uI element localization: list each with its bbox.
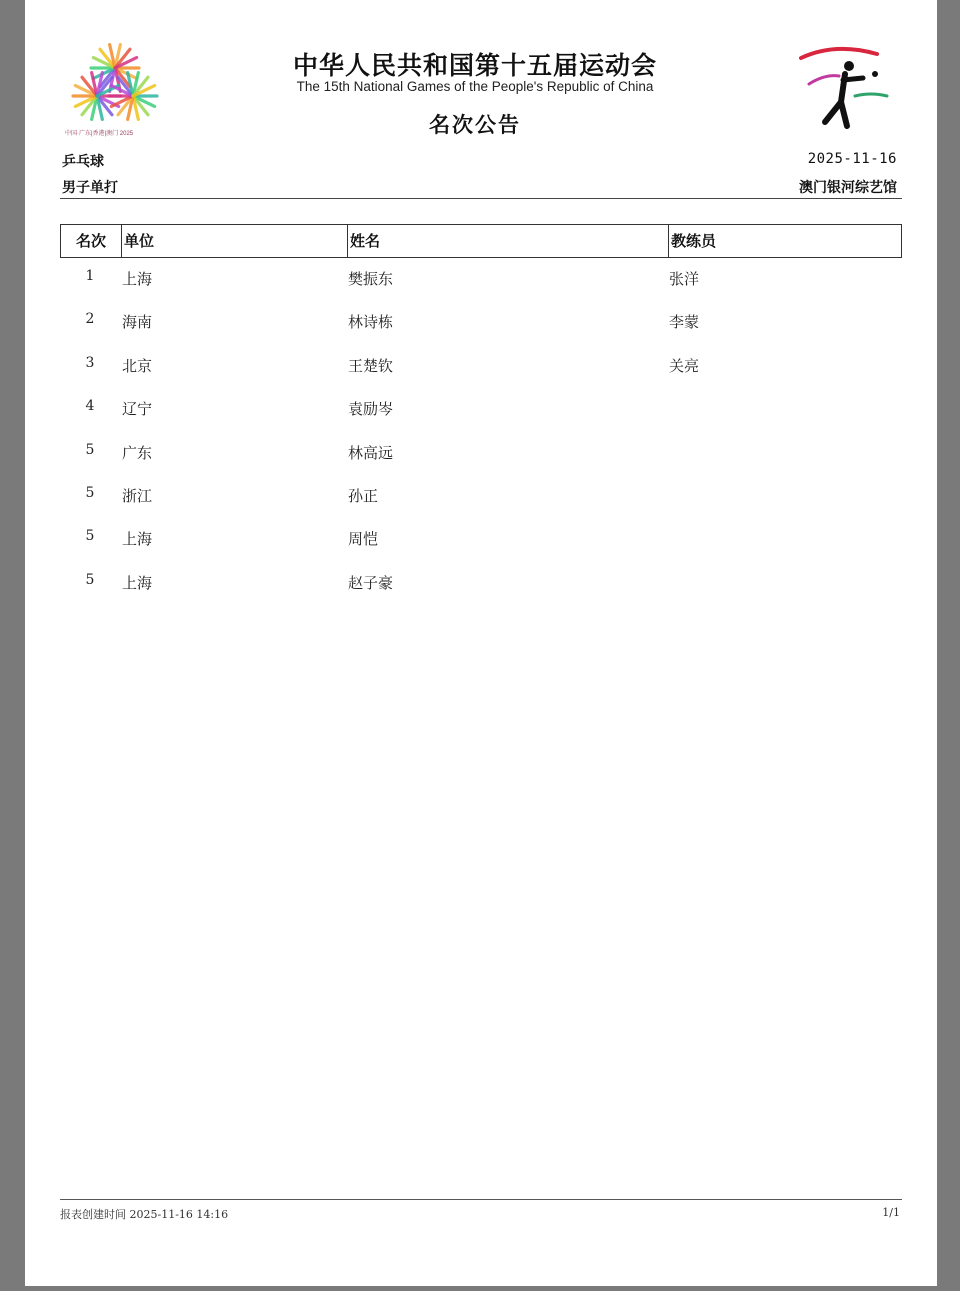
- table-row: [60, 345, 902, 388]
- results-document: [25, 0, 937, 1286]
- coach-cell: 张洋: [669, 270, 700, 288]
- coach-cell: 关亮: [669, 356, 700, 375]
- games-title-english: The 15th National Games of the People's Republic of China: [296, 79, 654, 94]
- rank-cell: 4: [85, 398, 95, 415]
- unit-cell: 海南: [122, 313, 153, 332]
- document-subtitle: 名次公告: [429, 113, 521, 137]
- venue-label: 澳门银河综艺馆: [799, 180, 897, 196]
- table-row: [60, 432, 902, 475]
- header-unit: 单位: [121, 225, 347, 257]
- table-row: [60, 388, 902, 431]
- name-cell: 袁励岑: [348, 400, 394, 419]
- unit-cell: 广东: [122, 443, 153, 462]
- table-row: [60, 301, 902, 344]
- name-cell: 赵子豪: [348, 573, 394, 592]
- table-row: [60, 475, 902, 518]
- report-created-time: 报表创建时间 2025-11-16 14:16: [60, 1208, 229, 1221]
- header-name: 姓名: [347, 225, 668, 257]
- table-body: [60, 258, 902, 605]
- unit-cell: 上海: [122, 530, 153, 549]
- rank-cell: 5: [85, 484, 95, 501]
- rank-cell: 5: [85, 571, 95, 588]
- name-cell: 周恺: [348, 530, 379, 549]
- coach-cell: 李蒙: [669, 313, 700, 332]
- unit-cell: 浙江: [122, 486, 153, 505]
- sport-label: 乒乓球: [62, 154, 104, 170]
- table-row: [60, 258, 902, 301]
- rank-cell: 5: [85, 528, 95, 545]
- rank-cell: 3: [85, 354, 95, 371]
- name-cell: 樊振东: [348, 270, 394, 288]
- header-coach: 教练员: [668, 225, 901, 257]
- name-cell: 王楚钦: [348, 356, 394, 375]
- event-date: 2025-11-16: [807, 151, 897, 167]
- unit-cell: 北京: [122, 356, 153, 375]
- table-row: [60, 562, 902, 605]
- name-cell: 孙正: [348, 486, 379, 505]
- logo-subtitle: 中国·广东|香港|澳门 2025: [65, 131, 134, 137]
- rank-cell: 2: [85, 311, 95, 328]
- unit-cell: 辽宁: [122, 400, 153, 419]
- header-divider: [60, 198, 902, 199]
- header-rank: 名次: [75, 232, 106, 250]
- unit-cell: 上海: [122, 270, 153, 288]
- name-cell: 林诗栋: [348, 313, 394, 332]
- name-cell: 林高远: [348, 443, 394, 462]
- event-label: 男子单打: [62, 180, 118, 196]
- results-table: [60, 224, 902, 605]
- footer-divider: [60, 1199, 902, 1200]
- unit-cell: 上海: [122, 573, 153, 592]
- games-title-chinese: 中华人民共和国第十五届运动会: [292, 51, 657, 80]
- table-header: [60, 224, 902, 258]
- rank-cell: 5: [85, 441, 95, 458]
- rank-cell: 1: [85, 268, 95, 284]
- table-row: [60, 518, 902, 561]
- page-number: 1/1: [882, 1206, 900, 1219]
